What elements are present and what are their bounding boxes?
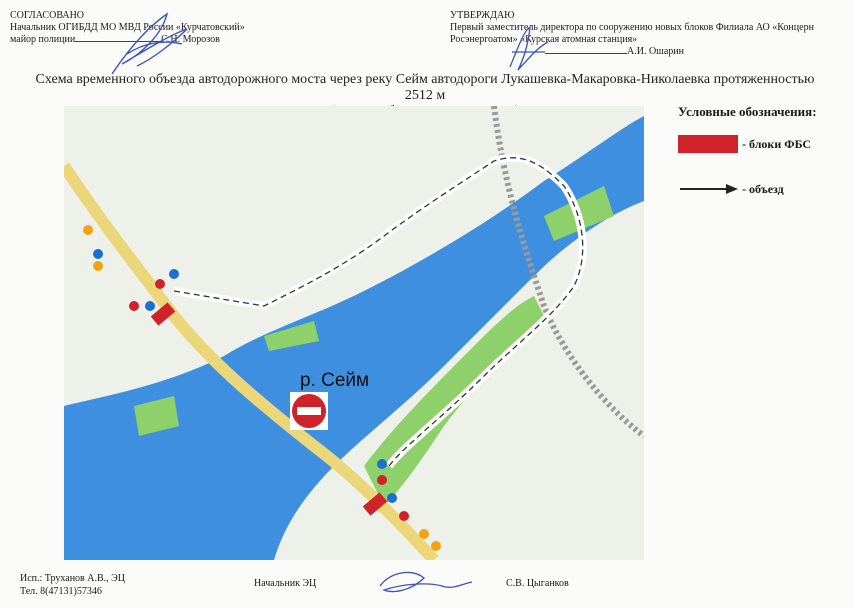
legend-fbs-label: - блоки ФБС (742, 137, 812, 151)
legend-title: Условные обозначения: (678, 104, 817, 119)
direction-sign-icon (387, 493, 397, 503)
legend-detour-label: - объезд (742, 182, 784, 196)
river-branch (64, 429, 144, 561)
signature-osharin (500, 22, 560, 77)
map-canvas (64, 106, 644, 560)
speed-sign-icon (83, 225, 93, 235)
direction-sign-icon (377, 459, 387, 469)
direction-sign-icon (169, 269, 179, 279)
approval-position: Начальник ОГИБДД МО МВД России «Курчатовский» (10, 22, 245, 33)
direction-sign-icon (93, 249, 103, 259)
no-entry-bar (297, 407, 321, 415)
approved-position-1: Первый заместитель директора по сооружению новых блоков Филиала АО «Концерн (450, 22, 814, 33)
turn-ban-sign-icon (377, 475, 387, 485)
title-line-1: Схема временного объезда автодорожного моста через реку Сейм автодороги Лукашевка-Макаровка-Николаевка протяженностью 2512 м (35, 72, 815, 103)
detour-arrow-icon (678, 182, 740, 196)
executor-name: Исп.: Труханов А.В., ЭЦ (20, 573, 125, 584)
approval-heading: СОГЛАСОВАНО (10, 10, 85, 21)
approved-position-2: Росэнергоатом» «Курская атомная станция» (450, 34, 638, 45)
stop-sign-icon (129, 301, 139, 311)
speed-sign-icon (431, 541, 441, 551)
detour-map (64, 106, 644, 560)
approval-name: С.Н. Морозов (161, 34, 220, 45)
approval-rank: майор полиции (10, 34, 76, 45)
chief-label: Начальник ЭЦ (254, 578, 317, 589)
stop-sign-icon (399, 511, 409, 521)
signature-tsygankov (372, 564, 482, 604)
chief-name: С.В. Цыганков (506, 578, 569, 589)
approved-name: А.И. Ошарин (627, 46, 685, 57)
approved-heading: УТВЕРЖДАЮ (450, 10, 515, 21)
executor-phone: Тел. 8(47131)57346 (20, 586, 102, 597)
executor-block (20, 572, 125, 598)
speed-sign-icon (419, 529, 429, 539)
river-label: р. Сейм (300, 370, 370, 391)
fbs-swatch (678, 135, 738, 153)
direction-sign-icon (145, 301, 155, 311)
speed-sign-icon (93, 261, 103, 271)
turn-ban-sign-icon (155, 279, 165, 289)
